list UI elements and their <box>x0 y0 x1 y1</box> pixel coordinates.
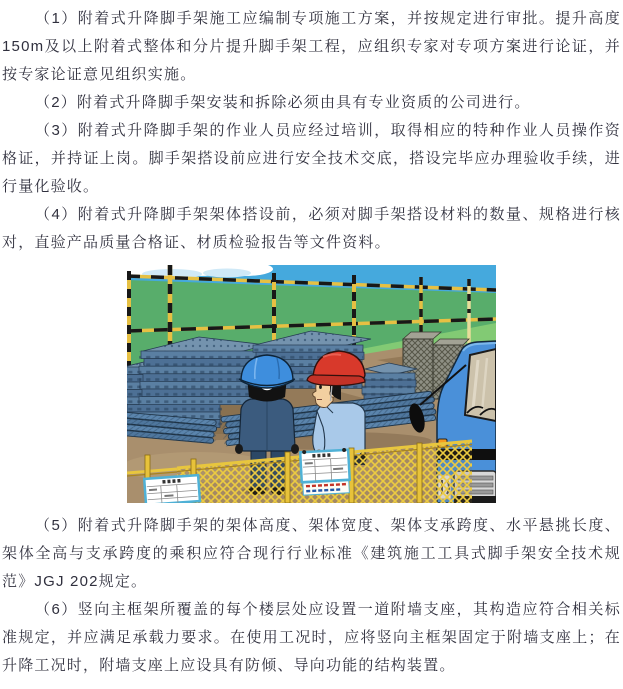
paragraph-5: （5）附着式升降脚手架的架体高度、架体宽度、架体支承跨度、水平悬挑长度、架体全高与支承跨度的乘积应符合现行行业标准《建筑施工工具式脚手架安全技术规范》JGJ 202规定。 <box>2 517 621 590</box>
material-sign-left <box>144 475 200 503</box>
paragraph-4: （4）附着式升降脚手架架体搭设前，必须对脚手架搭设材料的数量、规格进行核对，直验产品质量合格证、材质检验报告等文件资料。 <box>2 206 621 251</box>
material-sign-center <box>300 448 350 495</box>
paragraph-6: （6）竖向主框架所覆盖的每个楼层处应设置一道附墙支座，其构造应符合相关标准规定，并应满足承载力要求。在使用工况时，应将竖向主框架固定于附墙支座上；在升降工况时，附墙支座上应设具有防倾、导向功能的结构装置。 <box>2 601 621 674</box>
construction-site-illustration <box>127 265 496 503</box>
eye <box>319 385 322 389</box>
paragraph-2: （2）附着式升降脚手架安装和拆除必须由具有专业资质的公司进行。 <box>35 94 531 111</box>
paragraph-3: （3）附着式升降脚手架的作业人员应经过培训，取得相应的特种作业人员操作资格证，并持证上岗。脚手架搭设前应进行安全技术交底，搭设完毕应办理验收手续，进行量化验收。 <box>2 122 621 195</box>
paragraph-1: （1）附着式升降脚手架施工应编制专项施工方案，并按规定进行审批。提升高度150m及以上附着式整体和分片提升脚手架工程，应组织专家对专项方案进行论证，并按专家论证意见组织实施。 <box>2 10 621 83</box>
construction-site-scene <box>127 265 496 503</box>
